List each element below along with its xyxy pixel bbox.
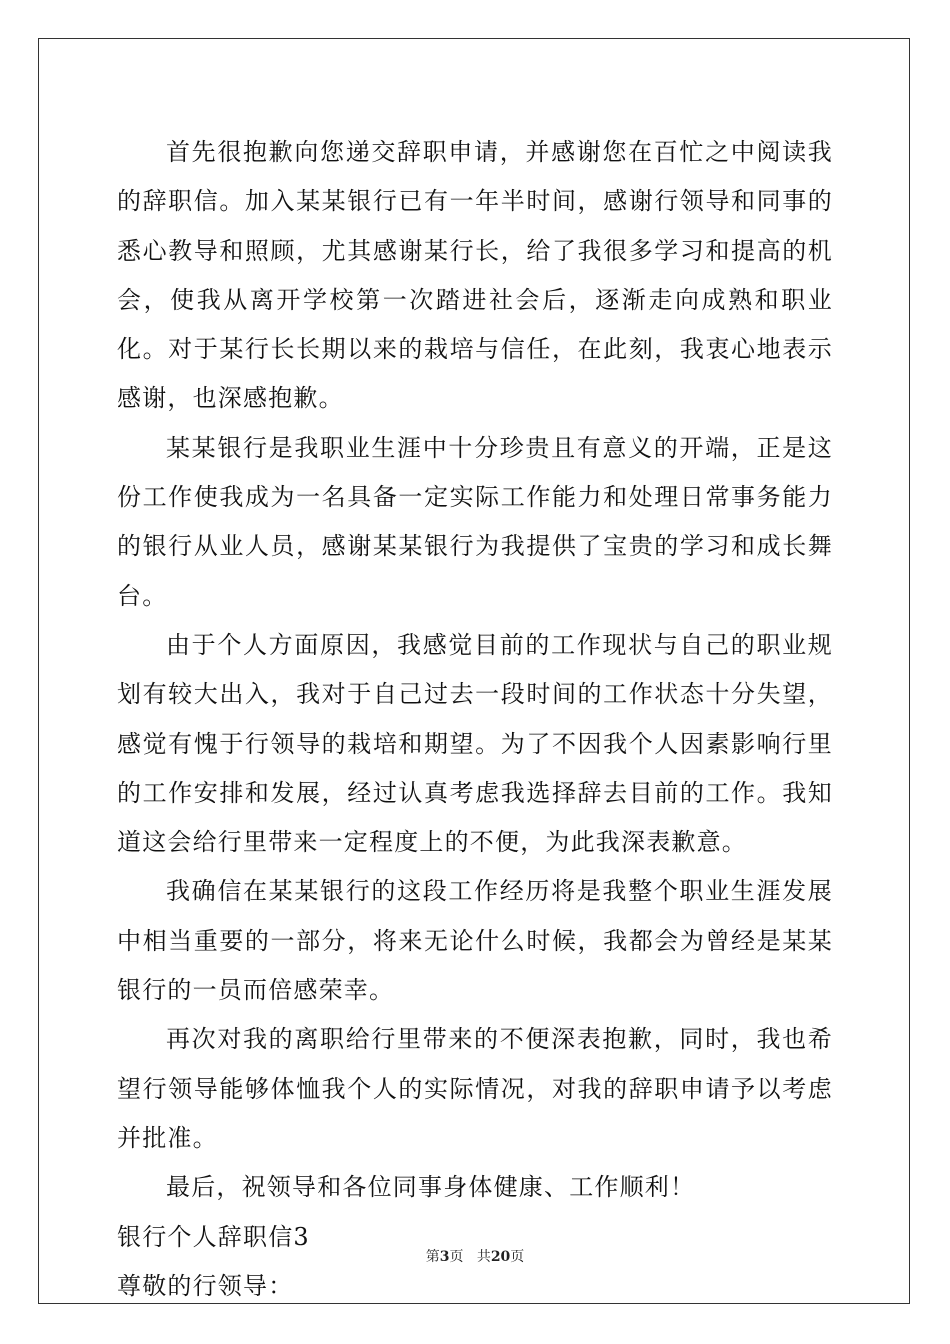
page-footer	[0, 1246, 950, 1266]
page-prefix: 第	[425, 1249, 440, 1265]
paragraph-4: 我确信在某某银行的这段工作经历将是我整个职业生涯发展中相当重要的一部分，将来无论什么时候，我都会为曾经是某某银行的一员而倍感荣幸。	[117, 877, 833, 1005]
paragraph-5: 再次对我的离职给行里带来的不便深表抱歉，同时，我也希望行领导能够体恤我个人的实际情况，对我的辞职申请予以考虑并批准。	[117, 1025, 833, 1152]
section-title: 银行个人辞职信3	[117, 1222, 310, 1251]
paragraph-6: 最后，祝领导和各位同事身体健康、工作顺利！	[166, 1173, 696, 1202]
paragraph-3: 由于个人方面原因，我感觉目前的工作现状与自己的职业规划有较大出入，我对于自己过去一段时间的工作状态十分失望，感觉有愧于行领导的栽培和期望。为了不因我个人因素影响行里的工作安排和发展，经过认真考虑我选择辞去目前的工作。我知道这会给行里带来一定程度上的不便，为此我深表歉意。	[117, 630, 833, 857]
paragraph-2: 某某银行是我职业生涯中十分珍贵且有意义的开端，正是这份工作使我成为一名具备一定实际工作能力和处理日常事务能力的银行从业人员，感谢某某银行为我提供了宝贵的学习和成长舞台。	[117, 433, 833, 610]
total-prefix: 共	[476, 1249, 491, 1265]
total-suffix: 页	[510, 1249, 525, 1265]
paragraph-1: 首先很抱歉向您递交辞职申请，并感谢您在百忙之中阅读我的辞职信。加入某某银行已有一年半时间，感谢行领导和同事的悉心教导和照顾，尤其感谢某行长，给了我很多学习和提高的机会，使我从离开学校第一次踏进社会后，逐渐走向成熟和职业化。对于某行长长期以来的栽培与信任，在此刻，我衷心地表示感谢，也深感抱歉。	[117, 138, 833, 413]
total-pages: 20	[490, 1249, 511, 1265]
salutation: 尊敬的行领导：	[117, 1271, 294, 1300]
document-body	[117, 128, 833, 1311]
page-number: 3	[439, 1249, 450, 1265]
page-suffix: 页	[449, 1249, 464, 1265]
